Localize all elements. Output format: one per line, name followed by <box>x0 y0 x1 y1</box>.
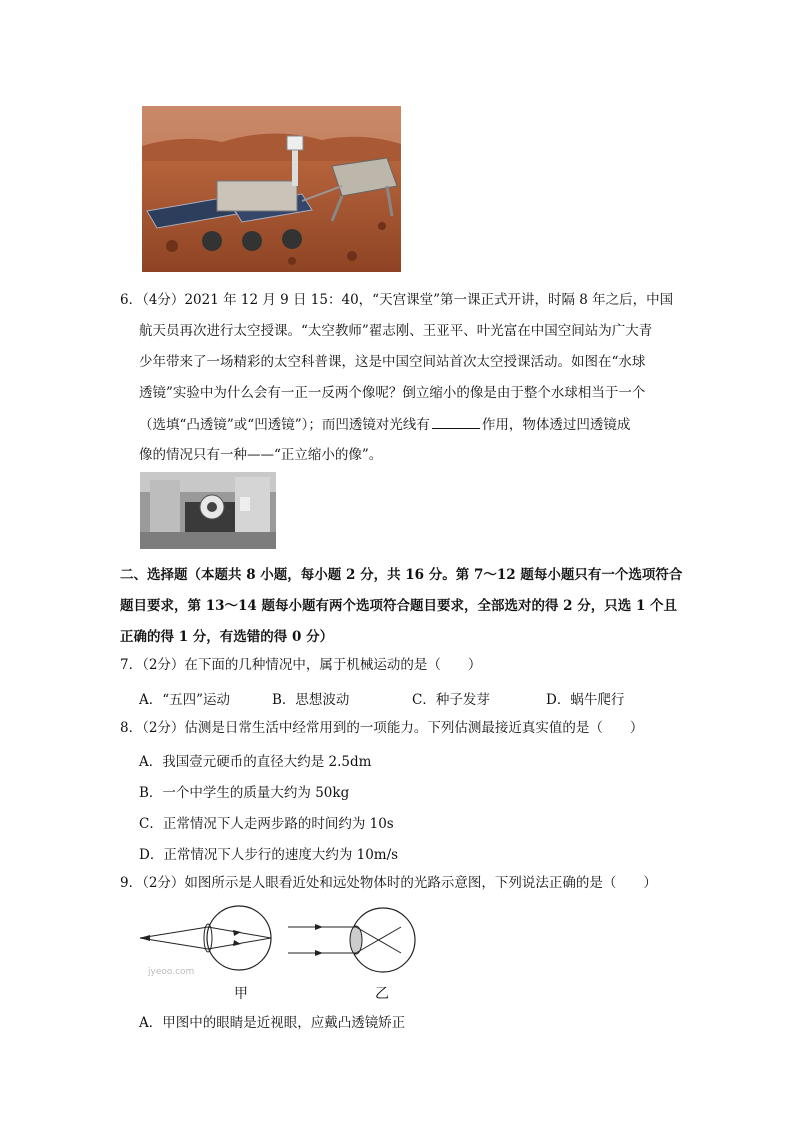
q6-text-5a: （选填“凸透镜”或“凹透镜”）；而凹透镜对光线有 <box>139 417 430 433</box>
q6-line-5 <box>139 414 630 435</box>
q6-line-3: 少年带来了一场精彩的太空科普课，这是中国空间站首次太空授课活动。如图在“水球 <box>139 354 646 370</box>
q8-option-b[interactable]: B．一个中学生的质量大约为 50kg <box>139 785 350 801</box>
q6-line-2: 航天员再次进行太空授课。“太空教师”翟志刚、王亚平、叶光富在中国空间站为广大青 <box>139 323 653 339</box>
water-ball-illustration <box>140 472 276 549</box>
mars-rover-photo <box>142 106 401 272</box>
section2-line-2: 题目要求，第 13～14 题每小题有两个选项符合题目要求，全部选对的得 2 分，只选 1 个且 <box>120 598 678 614</box>
q7-option-b[interactable]: B．思想波动 <box>272 692 350 708</box>
q7-stem: 7．（2分）在下面的几种情况中，属于机械运动的是（ ） <box>120 657 482 673</box>
q6-number: 6．（4分） <box>120 292 185 308</box>
eye-right <box>288 908 415 972</box>
q8-stem: 8．（2分）估测是日常生活中经常用到的一项能力。下列估测最接近真实值的是（ ） <box>120 720 644 736</box>
q9-stem: 9．（2分）如图所示是人眼看近处和远处物体时的光路示意图，下列说法正确的是（ ） <box>120 875 657 891</box>
q8-option-c[interactable]: C．正常情况下人走两步路的时间约为 10s <box>139 816 394 832</box>
q7-option-c[interactable]: C．种子发芽 <box>412 692 490 708</box>
q6-text-1: 2021 年 12 月 9 日 15：40，“天宫课堂”第一课正式开讲，时隔 8 年之后，中国 <box>184 292 674 308</box>
eye-left <box>140 906 271 970</box>
q7-option-d[interactable]: D．蜗牛爬行 <box>546 692 625 708</box>
watermark: jyeoo.com <box>148 967 195 977</box>
q8-option-a[interactable]: A．我国壹元硬币的直径大约是 2.5dm <box>139 754 372 770</box>
q8-option-d[interactable]: D．正常情况下人步行的速度大约为 10m/s <box>139 847 399 863</box>
eye-label-left: 甲 <box>234 986 248 1002</box>
section2-line-3: 正确的得 1 分，有选错的得 0 分） <box>120 629 334 645</box>
q6-line-6: 像的情况只有一种——“正立缩小的像”。 <box>139 447 383 463</box>
q6-line-4: 透镜”实验中为什么会有一正一反两个像呢？倒立缩小的像是由于整个水球相当于一个 <box>139 385 646 401</box>
q9-option-a[interactable]: A．甲图中的眼睛是近视眼，应戴凸透镜矫正 <box>139 1015 406 1031</box>
water-ball-photo <box>140 472 276 549</box>
q6-answer-blank[interactable] <box>432 414 480 429</box>
eye-label-right: 乙 <box>375 986 389 1002</box>
section2-line-1: 二、选择题（本题共 8 小题，每小题 2 分，共 16 分。第 7～12 题每小题只有一个选项符合 <box>120 567 683 583</box>
q6-line-1 <box>120 290 673 310</box>
mars-rover-illustration <box>142 106 401 272</box>
q7-option-a[interactable]: A．“五四”运动 <box>139 692 231 708</box>
q6-text-5b: 作用，物体透过凹透镜成 <box>481 417 631 433</box>
